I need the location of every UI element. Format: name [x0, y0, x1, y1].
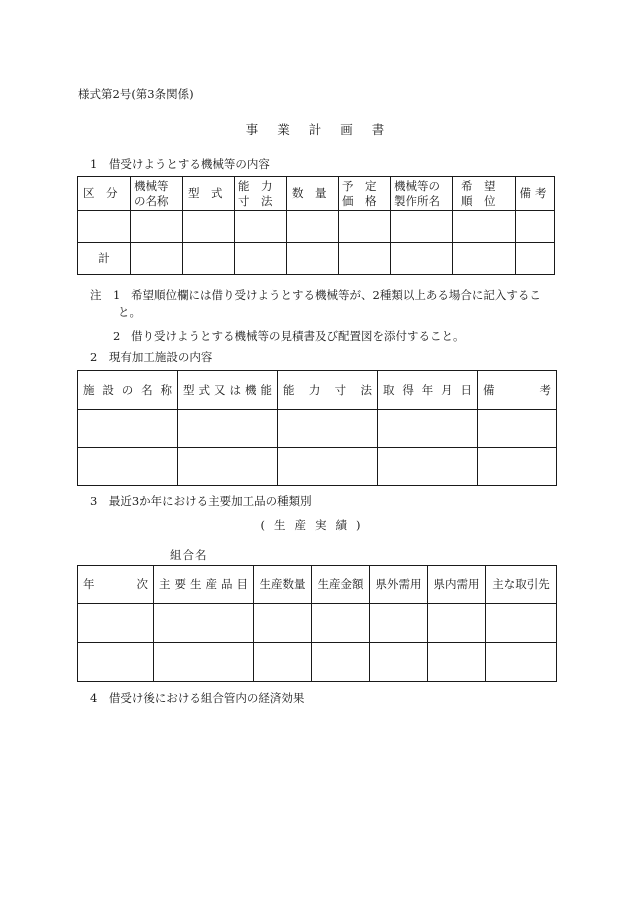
header-capacity: 能 力 寸 法: [235, 177, 287, 211]
facilities-row: [78, 448, 557, 486]
production-table: [77, 565, 557, 682]
note1-text-continued: と。: [118, 305, 141, 319]
header-production-quantity: 生産数量: [254, 566, 312, 604]
header-capacity-dimensions: 能 力 寸 法: [278, 371, 378, 410]
production-subtitle: (生産実績): [260, 518, 370, 532]
section4-heading: 4 借受け後における組合管内の経済効果: [90, 691, 305, 705]
association-name-label: 組合名: [170, 548, 208, 562]
machinery-header-row: [78, 177, 555, 211]
header-main-customers: 主な取引先: [486, 566, 557, 604]
production-row: [78, 604, 557, 643]
header-production-amount: 生産金額: [312, 566, 370, 604]
production-header-row: [78, 566, 557, 604]
note1-text: 希望順位欄には借り受けようとする機械等が、2種類以上ある場合に記入するこ: [131, 288, 541, 302]
header-machine-name: 機械等 の名称: [131, 177, 183, 211]
total-label: 計: [78, 243, 131, 275]
header-planned-price: 予 定 価 格: [339, 177, 391, 211]
header-remarks-2: 備 考: [478, 371, 557, 410]
document-title: 事業計画書: [245, 122, 404, 137]
machinery-total-row: [78, 243, 555, 275]
production-row: [78, 643, 557, 682]
header-year: 年 次: [78, 566, 154, 604]
header-quantity: 数 量: [287, 177, 339, 211]
facilities-row: [78, 410, 557, 448]
header-priority: 希 望 順 位: [453, 177, 516, 211]
machinery-table: [77, 176, 555, 275]
header-facility-name: 施 設 の 名 称: [78, 371, 178, 410]
section2-heading: 2 現有加工施設の内容: [90, 350, 213, 364]
note2-text: 借り受けようとする機械等の見積書及び配置図を添付すること。: [131, 329, 465, 343]
note2-number: 2: [113, 329, 121, 343]
section1-heading: 1 借受けようとする機械等の内容: [90, 157, 270, 171]
header-main-products: 主 要 生 産 品 目: [154, 566, 254, 604]
machinery-row: [78, 211, 555, 243]
header-in-prefecture-demand: 県内需用: [428, 566, 486, 604]
section3-heading: 3 最近3か年における主要加工品の種類別: [90, 494, 312, 508]
header-model-function: 型 式 又 は 機 能: [178, 371, 278, 410]
form-number: 様式第2号(第3条関係): [78, 87, 194, 101]
notes-label: 注: [90, 288, 102, 302]
facilities-table: [77, 370, 557, 486]
header-remarks: 備考: [516, 177, 555, 211]
header-category: 区 分: [78, 177, 131, 211]
header-model: 型 式: [183, 177, 235, 211]
header-manufacturer: 機械等の 製作所名: [391, 177, 453, 211]
facilities-header-row: [78, 371, 557, 410]
header-acquisition-date: 取 得 年 月 日: [378, 371, 478, 410]
note1-number: 1: [113, 288, 121, 302]
header-out-of-prefecture-demand: 県外需用: [370, 566, 428, 604]
